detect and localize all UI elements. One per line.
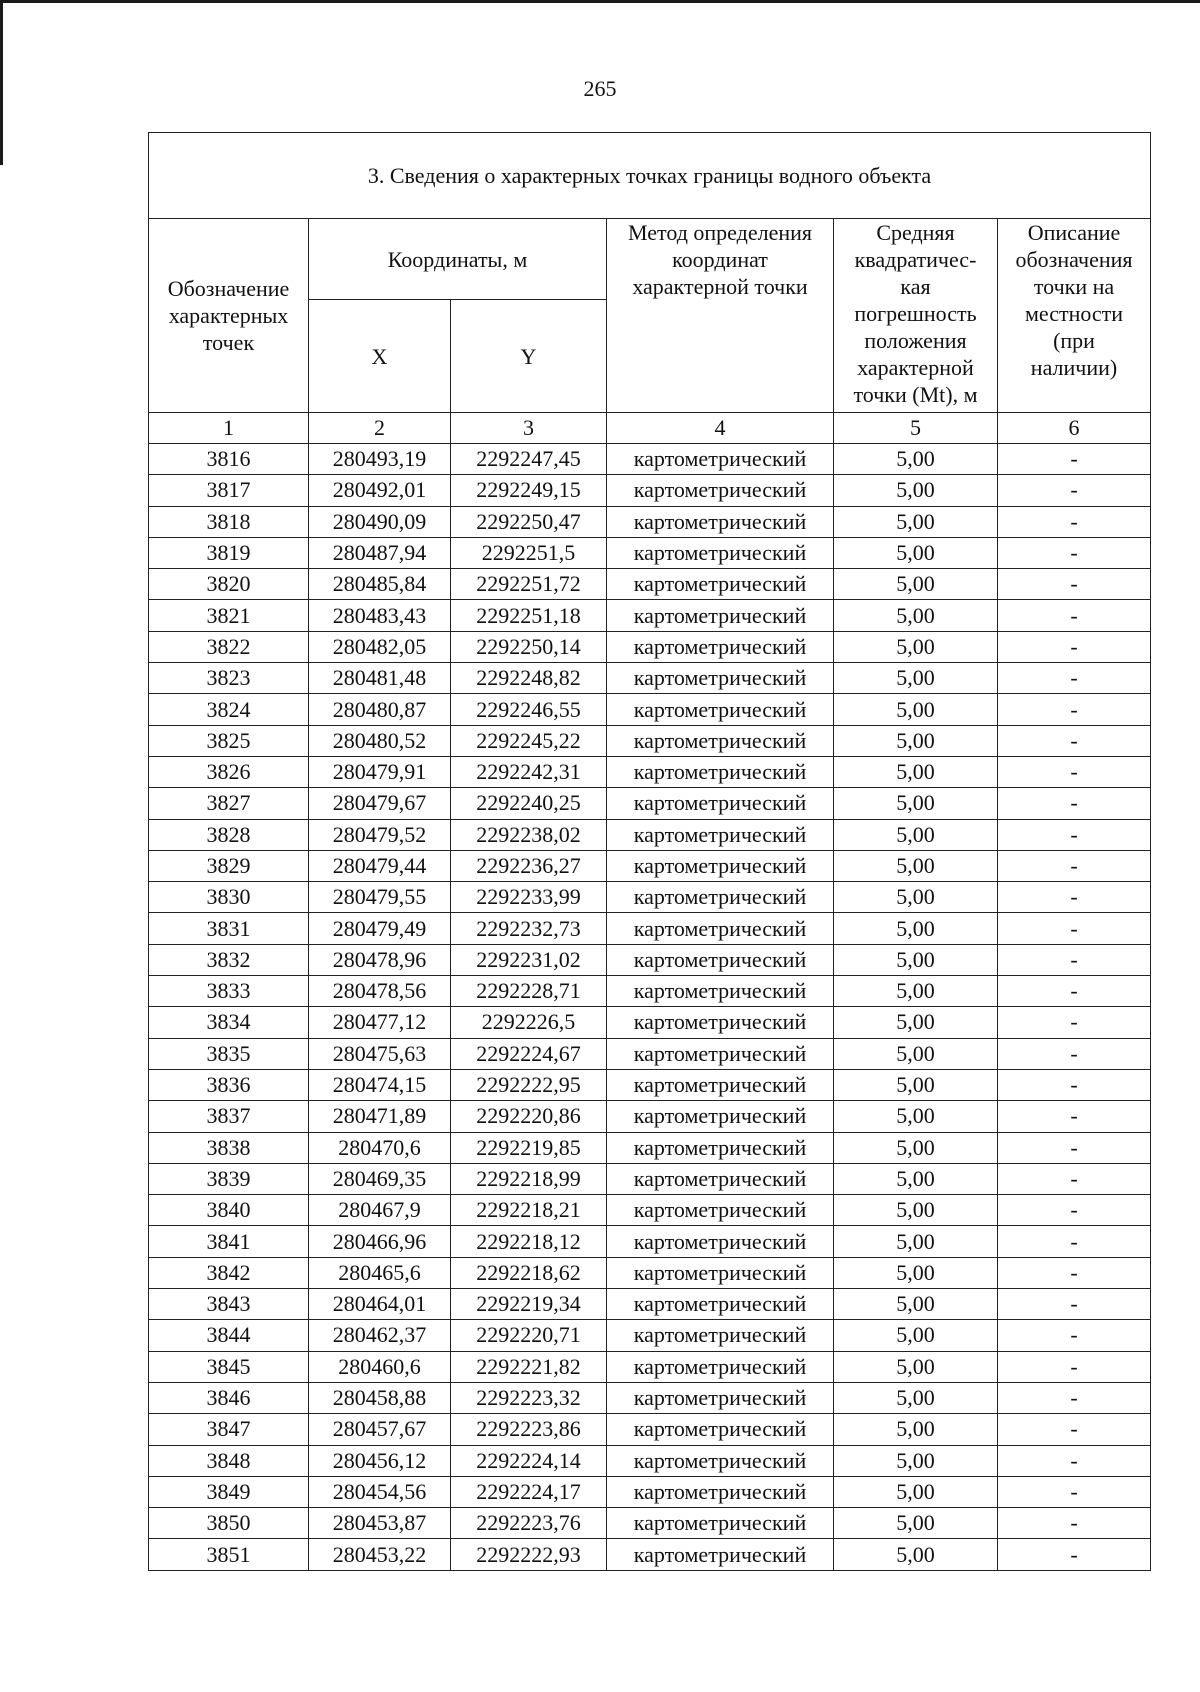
- table-row: [149, 631, 1151, 662]
- method-cell: картометрический: [607, 1101, 834, 1132]
- error-cell: 5,00: [834, 1195, 998, 1226]
- point-designation: 3822: [149, 631, 309, 662]
- table-row: [149, 913, 1151, 944]
- point-designation: 3836: [149, 1069, 309, 1100]
- description-cell: -: [998, 756, 1151, 787]
- description-cell: -: [998, 1289, 1151, 1320]
- header-error: [834, 219, 998, 413]
- table-row: [149, 1539, 1151, 1570]
- point-designation: 3823: [149, 663, 309, 694]
- point-designation: 3848: [149, 1445, 309, 1476]
- column-number: 3: [451, 413, 607, 444]
- coord-y: 2292221,82: [451, 1351, 607, 1382]
- coord-x: 280467,9: [309, 1195, 451, 1226]
- description-cell: -: [998, 819, 1151, 850]
- table-row: [149, 537, 1151, 568]
- coord-y: 2292219,85: [451, 1132, 607, 1163]
- header-designation: [149, 219, 309, 413]
- coord-x: 280479,55: [309, 882, 451, 913]
- point-designation: 3817: [149, 475, 309, 506]
- coord-y: 2292233,99: [451, 882, 607, 913]
- point-designation: 3847: [149, 1414, 309, 1445]
- error-cell: 5,00: [834, 663, 998, 694]
- coord-y: 2292226,5: [451, 1007, 607, 1038]
- method-cell: картометрический: [607, 1226, 834, 1257]
- header-description-line: Описание: [1027, 220, 1121, 245]
- coord-x: 280471,89: [309, 1101, 451, 1132]
- coord-x: 280493,19: [309, 444, 451, 475]
- coord-y: 2292220,71: [451, 1320, 607, 1351]
- scan-edge-top: [0, 0, 1200, 3]
- coord-x: 280453,87: [309, 1508, 451, 1539]
- table-row: [149, 1289, 1151, 1320]
- header-error-line: квадратичес-: [854, 247, 977, 272]
- point-designation: 3838: [149, 1132, 309, 1163]
- description-cell: -: [998, 569, 1151, 600]
- description-cell: -: [998, 1351, 1151, 1382]
- error-cell: 5,00: [834, 1382, 998, 1413]
- coord-y: 2292218,99: [451, 1163, 607, 1194]
- table-row: [149, 1226, 1151, 1257]
- description-cell: -: [998, 1539, 1151, 1570]
- method-cell: картометрический: [607, 506, 834, 537]
- header-method: [607, 219, 834, 413]
- coord-y: 2292223,76: [451, 1508, 607, 1539]
- coord-y: 2292224,67: [451, 1038, 607, 1069]
- coord-y: 2292247,45: [451, 444, 607, 475]
- description-cell: -: [998, 1226, 1151, 1257]
- header-description-line: наличии): [1030, 355, 1118, 380]
- coord-y: 2292251,5: [451, 537, 607, 568]
- point-designation: 3846: [149, 1382, 309, 1413]
- error-cell: 5,00: [834, 694, 998, 725]
- table-row: [149, 444, 1151, 475]
- method-cell: картометрический: [607, 976, 834, 1007]
- error-cell: 5,00: [834, 1226, 998, 1257]
- point-designation: 3839: [149, 1163, 309, 1194]
- table-row: [149, 1445, 1151, 1476]
- method-cell: картометрический: [607, 788, 834, 819]
- coord-y: 2292251,72: [451, 569, 607, 600]
- method-cell: картометрический: [607, 913, 834, 944]
- table-row: [149, 850, 1151, 881]
- method-cell: картометрический: [607, 475, 834, 506]
- method-cell: картометрический: [607, 1414, 834, 1445]
- table-row: [149, 1038, 1151, 1069]
- error-cell: 5,00: [834, 1257, 998, 1288]
- coord-y: 2292218,21: [451, 1195, 607, 1226]
- method-cell: картометрический: [607, 819, 834, 850]
- coord-y: 2292246,55: [451, 694, 607, 725]
- coord-y: 2292250,47: [451, 506, 607, 537]
- header-y: Y: [451, 300, 607, 413]
- point-designation: 3816: [149, 444, 309, 475]
- coord-x: 280457,67: [309, 1414, 451, 1445]
- point-designation: 3821: [149, 600, 309, 631]
- table-row: [149, 1069, 1151, 1100]
- column-number: 4: [607, 413, 834, 444]
- point-designation: 3818: [149, 506, 309, 537]
- method-cell: картометрический: [607, 1132, 834, 1163]
- point-designation: 3831: [149, 913, 309, 944]
- header-error-line: характерной: [857, 355, 974, 380]
- point-designation: 3819: [149, 537, 309, 568]
- header-error-line: кая: [900, 274, 931, 299]
- coord-y: 2292251,18: [451, 600, 607, 631]
- description-cell: -: [998, 1132, 1151, 1163]
- method-cell: картометрический: [607, 725, 834, 756]
- coord-x: 280479,44: [309, 850, 451, 881]
- table-caption: 3. Сведения о характерных точках границы водного объекта: [149, 133, 1151, 219]
- point-designation: 3835: [149, 1038, 309, 1069]
- method-cell: картометрический: [607, 444, 834, 475]
- error-cell: 5,00: [834, 1289, 998, 1320]
- point-designation: 3825: [149, 725, 309, 756]
- table-row: [149, 882, 1151, 913]
- point-designation: 3840: [149, 1195, 309, 1226]
- coord-x: 280454,56: [309, 1476, 451, 1507]
- coord-y: 2292250,14: [451, 631, 607, 662]
- method-cell: картометрический: [607, 1351, 834, 1382]
- header-error-line: точки (Mt), м: [853, 382, 978, 407]
- coord-x: 280460,6: [309, 1351, 451, 1382]
- description-cell: -: [998, 1257, 1151, 1288]
- header-description-line: обозначения: [1015, 247, 1133, 272]
- table-row: [149, 694, 1151, 725]
- header-designation-line: Обозначение: [167, 276, 290, 301]
- column-number-row: [149, 413, 1151, 444]
- method-cell: картометрический: [607, 663, 834, 694]
- coord-y: 2292249,15: [451, 475, 607, 506]
- description-cell: -: [998, 788, 1151, 819]
- coord-y: 2292222,95: [451, 1069, 607, 1100]
- error-cell: 5,00: [834, 1414, 998, 1445]
- point-designation: 3826: [149, 756, 309, 787]
- error-cell: 5,00: [834, 506, 998, 537]
- error-cell: 5,00: [834, 944, 998, 975]
- error-cell: 5,00: [834, 1539, 998, 1570]
- description-cell: -: [998, 1069, 1151, 1100]
- point-designation: 3829: [149, 850, 309, 881]
- table-row: [149, 569, 1151, 600]
- error-cell: 5,00: [834, 1351, 998, 1382]
- table-row: [149, 1195, 1151, 1226]
- error-cell: 5,00: [834, 631, 998, 662]
- method-cell: картометрический: [607, 1007, 834, 1038]
- coord-y: 2292223,32: [451, 1382, 607, 1413]
- point-designation: 3828: [149, 819, 309, 850]
- header-description-line: (при: [1053, 328, 1095, 353]
- coord-y: 2292222,93: [451, 1539, 607, 1570]
- header-error-line: положения: [864, 328, 967, 353]
- coord-x: 280470,6: [309, 1132, 451, 1163]
- error-cell: 5,00: [834, 1007, 998, 1038]
- method-cell: картометрический: [607, 1038, 834, 1069]
- coord-y: 2292219,34: [451, 1289, 607, 1320]
- coord-x: 280458,88: [309, 1382, 451, 1413]
- error-cell: 5,00: [834, 913, 998, 944]
- description-cell: -: [998, 913, 1151, 944]
- table-row: [149, 1007, 1151, 1038]
- method-cell: картометрический: [607, 850, 834, 881]
- description-cell: -: [998, 882, 1151, 913]
- coord-x: 280490,09: [309, 506, 451, 537]
- description-cell: -: [998, 694, 1151, 725]
- coord-y: 2292228,71: [451, 976, 607, 1007]
- error-cell: 5,00: [834, 1163, 998, 1194]
- point-designation: 3850: [149, 1508, 309, 1539]
- error-cell: 5,00: [834, 1038, 998, 1069]
- coord-x: 280456,12: [309, 1445, 451, 1476]
- table-row: [149, 475, 1151, 506]
- point-designation: 3832: [149, 944, 309, 975]
- table-row: [149, 600, 1151, 631]
- coord-x: 280487,94: [309, 537, 451, 568]
- table-row: [149, 756, 1151, 787]
- description-cell: -: [998, 1382, 1151, 1413]
- description-cell: -: [998, 600, 1151, 631]
- method-cell: картометрический: [607, 1539, 834, 1570]
- column-number: 6: [998, 413, 1151, 444]
- coord-x: 280466,96: [309, 1226, 451, 1257]
- coord-y: 2292238,02: [451, 819, 607, 850]
- boundary-points-table: [148, 132, 1151, 1571]
- point-designation: 3834: [149, 1007, 309, 1038]
- table-row: [149, 1320, 1151, 1351]
- coord-x: 280479,49: [309, 913, 451, 944]
- error-cell: 5,00: [834, 444, 998, 475]
- coord-x: 280474,15: [309, 1069, 451, 1100]
- description-cell: -: [998, 1101, 1151, 1132]
- table-row: [149, 976, 1151, 1007]
- method-cell: картометрический: [607, 600, 834, 631]
- coord-y: 2292224,17: [451, 1476, 607, 1507]
- coord-y: 2292218,62: [451, 1257, 607, 1288]
- coord-x: 280469,35: [309, 1163, 451, 1194]
- error-cell: 5,00: [834, 569, 998, 600]
- coord-x: 280464,01: [309, 1289, 451, 1320]
- coord-y: 2292242,31: [451, 756, 607, 787]
- method-cell: картометрический: [607, 1476, 834, 1507]
- description-cell: -: [998, 1414, 1151, 1445]
- coord-x: 280479,52: [309, 819, 451, 850]
- coord-x: 280479,91: [309, 756, 451, 787]
- description-cell: -: [998, 537, 1151, 568]
- description-cell: -: [998, 1038, 1151, 1069]
- header-method-line: координат: [672, 247, 768, 272]
- header-description-line: точки на: [1033, 274, 1115, 299]
- table-row: [149, 663, 1151, 694]
- coord-x: 280477,12: [309, 1007, 451, 1038]
- coord-y: 2292248,82: [451, 663, 607, 694]
- error-cell: 5,00: [834, 850, 998, 881]
- description-cell: -: [998, 1445, 1151, 1476]
- method-cell: картометрический: [607, 694, 834, 725]
- column-number: 5: [834, 413, 998, 444]
- method-cell: картометрический: [607, 1320, 834, 1351]
- error-cell: 5,00: [834, 1445, 998, 1476]
- point-designation: 3833: [149, 976, 309, 1007]
- method-cell: картометрический: [607, 1445, 834, 1476]
- coord-y: 2292236,27: [451, 850, 607, 881]
- description-cell: -: [998, 1195, 1151, 1226]
- coord-x: 280481,48: [309, 663, 451, 694]
- table-row: [149, 1508, 1151, 1539]
- method-cell: картометрический: [607, 631, 834, 662]
- table-row: [149, 506, 1151, 537]
- description-cell: -: [998, 1320, 1151, 1351]
- description-cell: -: [998, 725, 1151, 756]
- header-designation-line: точек: [202, 330, 255, 355]
- header-error-line: Средняя: [876, 220, 955, 245]
- header-coordinates: Координаты, м: [309, 219, 607, 300]
- point-designation: 3851: [149, 1539, 309, 1570]
- error-cell: 5,00: [834, 1476, 998, 1507]
- description-cell: -: [998, 663, 1151, 694]
- point-designation: 3843: [149, 1289, 309, 1320]
- method-cell: картометрический: [607, 944, 834, 975]
- error-cell: 5,00: [834, 600, 998, 631]
- description-cell: -: [998, 1163, 1151, 1194]
- method-cell: картометрический: [607, 1382, 834, 1413]
- coord-x: 280492,01: [309, 475, 451, 506]
- coord-x: 280478,56: [309, 976, 451, 1007]
- coord-x: 280479,67: [309, 788, 451, 819]
- point-designation: 3842: [149, 1257, 309, 1288]
- table-row: [149, 1163, 1151, 1194]
- coord-x: 280480,52: [309, 725, 451, 756]
- error-cell: 5,00: [834, 1508, 998, 1539]
- coord-x: 280453,22: [309, 1539, 451, 1570]
- point-designation: 3841: [149, 1226, 309, 1257]
- header-method-line: характерной точки: [632, 274, 808, 299]
- error-cell: 5,00: [834, 537, 998, 568]
- coord-x: 280480,87: [309, 694, 451, 725]
- description-cell: -: [998, 1508, 1151, 1539]
- error-cell: 5,00: [834, 1069, 998, 1100]
- error-cell: 5,00: [834, 1132, 998, 1163]
- table-row: [149, 725, 1151, 756]
- coord-y: 2292240,25: [451, 788, 607, 819]
- header-designation-line: характерных: [168, 303, 289, 328]
- page-number: 265: [583, 76, 617, 101]
- table-row: [149, 1414, 1151, 1445]
- point-designation: 3830: [149, 882, 309, 913]
- error-cell: 5,00: [834, 725, 998, 756]
- table-row: [149, 1351, 1151, 1382]
- method-cell: картометрический: [607, 1257, 834, 1288]
- description-cell: -: [998, 1476, 1151, 1507]
- coord-y: 2292231,02: [451, 944, 607, 975]
- method-cell: картометрический: [607, 756, 834, 787]
- header-x: X: [309, 300, 451, 413]
- table-row: [149, 1382, 1151, 1413]
- method-cell: картометрический: [607, 537, 834, 568]
- error-cell: 5,00: [834, 756, 998, 787]
- description-cell: -: [998, 976, 1151, 1007]
- table-row: [149, 1257, 1151, 1288]
- point-designation: 3824: [149, 694, 309, 725]
- error-cell: 5,00: [834, 475, 998, 506]
- table-row: [149, 819, 1151, 850]
- error-cell: 5,00: [834, 976, 998, 1007]
- error-cell: 5,00: [834, 882, 998, 913]
- table-row: [149, 1132, 1151, 1163]
- description-cell: -: [998, 631, 1151, 662]
- coord-y: 2292218,12: [451, 1226, 607, 1257]
- coord-y: 2292224,14: [451, 1445, 607, 1476]
- point-designation: 3849: [149, 1476, 309, 1507]
- coord-x: 280485,84: [309, 569, 451, 600]
- coord-x: 280478,96: [309, 944, 451, 975]
- description-cell: -: [998, 850, 1151, 881]
- table-row: [149, 1101, 1151, 1132]
- table-row: [149, 944, 1151, 975]
- header-error-line: погрешность: [854, 301, 977, 326]
- description-cell: -: [998, 506, 1151, 537]
- method-cell: картометрический: [607, 882, 834, 913]
- point-designation: 3827: [149, 788, 309, 819]
- error-cell: 5,00: [834, 1101, 998, 1132]
- table-row: [149, 788, 1151, 819]
- error-cell: 5,00: [834, 788, 998, 819]
- column-number: 2: [309, 413, 451, 444]
- coord-y: 2292232,73: [451, 913, 607, 944]
- method-cell: картометрический: [607, 1508, 834, 1539]
- coord-y: 2292245,22: [451, 725, 607, 756]
- method-cell: картометрический: [607, 1069, 834, 1100]
- column-number: 1: [149, 413, 309, 444]
- coord-x: 280482,05: [309, 631, 451, 662]
- coord-x: 280475,63: [309, 1038, 451, 1069]
- description-cell: -: [998, 475, 1151, 506]
- error-cell: 5,00: [834, 1320, 998, 1351]
- header-description-line: местности: [1024, 301, 1124, 326]
- point-designation: 3820: [149, 569, 309, 600]
- point-designation: 3844: [149, 1320, 309, 1351]
- coord-y: 2292223,86: [451, 1414, 607, 1445]
- point-designation: 3837: [149, 1101, 309, 1132]
- description-cell: -: [998, 1007, 1151, 1038]
- header-description: [998, 219, 1151, 413]
- coord-x: 280465,6: [309, 1257, 451, 1288]
- error-cell: 5,00: [834, 819, 998, 850]
- point-designation: 3845: [149, 1351, 309, 1382]
- coord-x: 280483,43: [309, 600, 451, 631]
- method-cell: картометрический: [607, 1163, 834, 1194]
- header-method-line: Метод определения: [627, 220, 813, 245]
- coord-y: 2292220,86: [451, 1101, 607, 1132]
- coord-x: 280462,37: [309, 1320, 451, 1351]
- method-cell: картометрический: [607, 1195, 834, 1226]
- method-cell: картометрический: [607, 1289, 834, 1320]
- method-cell: картометрический: [607, 569, 834, 600]
- table-row: [149, 1476, 1151, 1507]
- description-cell: -: [998, 444, 1151, 475]
- description-cell: -: [998, 944, 1151, 975]
